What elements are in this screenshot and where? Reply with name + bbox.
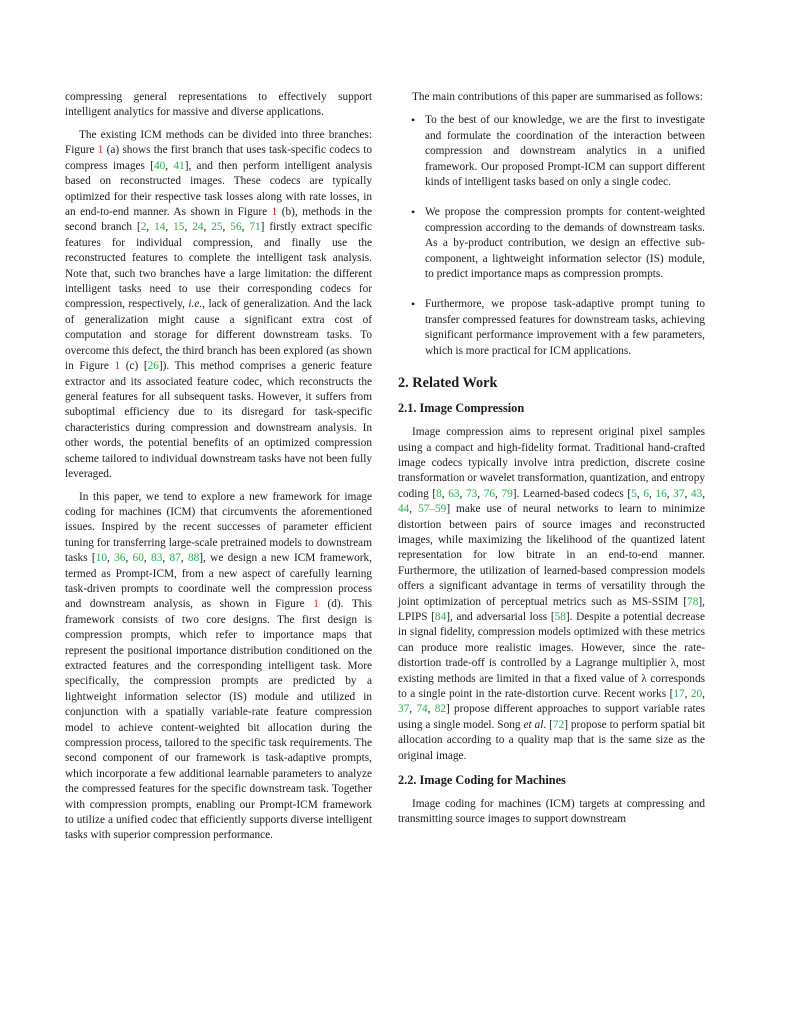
citation-link[interactable]: 88	[187, 552, 200, 565]
citation-link[interactable]: 5	[631, 487, 637, 500]
list-item: • To the best of our knowledge, we are the first to investigate and formulate the coordination of the interaction between compression and downstream analytics in a unified framework. Our proposed Prompt-ICM can support different kinds of intelligent tasks based on only a single codec.	[425, 113, 705, 190]
citation-link[interactable]: 15	[173, 221, 185, 234]
citation-link[interactable]: 84	[434, 610, 447, 623]
left-column	[65, 90, 372, 851]
list-item: • Furthermore, we propose task-adaptive prompt tuning to transfer compressed features for downstream tasks, achieving significant performance improvement with a few parameters, which is more practical for ICM applications.	[425, 297, 705, 359]
paragraph-intro-continuation: compressing general representations to effectively support intelligent analytics for massive and diverse applications.	[65, 91, 372, 119]
citation-link[interactable]: 14	[154, 221, 166, 234]
citation-link[interactable]: 41	[173, 159, 185, 172]
figure-link[interactable]: 1	[114, 360, 121, 373]
citation-link[interactable]: 78	[687, 595, 699, 608]
citation-link[interactable]: 56	[230, 221, 242, 234]
citation-link[interactable]: 74	[416, 703, 428, 716]
figure-link[interactable]: 1	[97, 144, 104, 157]
citation-link[interactable]: 10	[95, 552, 107, 565]
subsection-heading-image-compression: 2.1. Image Compression	[398, 401, 525, 416]
citation-link[interactable]: 73	[465, 487, 478, 500]
citation-link[interactable]: 43	[690, 487, 703, 500]
citation-link[interactable]: 63	[448, 487, 460, 500]
section-heading-related-work: 2. Related Work	[398, 375, 498, 392]
paragraph-proposed-framework: In this paper, we tend to explore a new framework for image coding for machines (ICM) that circumvents the aforementioned issues. Inspired by the recent successes of parameter efficient tuning for transferring large-scale pretrained models to downstream tasks [10, 36, 60, 83, 87, 88], we design a new ICM framework, termed as Prompt-ICM, from a new aspect of carefully learning task-driven prompts to coordinate well the compression process and downstream analysis, as shown in Figure 1 (d). This framework consists of two core designs. The first design is compression prompts, which refer to importance maps that represent the positional importance distribution conditioned on the extracted features and the corresponding intelligent task. More specifically, the compression prompts are predicted by a lightweight information selector (IS) module and utilized in conjunction with a spatially variable-rate feature compression model to achieve content-weighted bit allocation during the compression process, tailored to the specific task requirements. The second component of our framework is task-adaptive prompts, which incorporate a few additional learnable parameters to analyze the compressed features for the specific downstream task. Together with compression prompts, enabling our Prompt-ICM framework to utilize a unified codec that efficiently supports diverse intelligent tasks with superior compression performance.	[65, 490, 372, 842]
contributions-list	[398, 113, 705, 359]
citation-link[interactable]: 76	[483, 487, 496, 500]
citation-link[interactable]: 36	[114, 552, 126, 565]
figure-link[interactable]: 1	[313, 598, 319, 611]
citation-link[interactable]: 44	[398, 503, 410, 516]
citation-link[interactable]: 87	[169, 552, 181, 565]
list-item: • We propose the compression prompts for content-weighted compression according to the demands of downstream tasks. As a by-product contribution, we design an effective sub-component, a lightweight information selector (IS) module, to predict importance maps as compression prompts.	[425, 205, 705, 282]
subsection-heading-icm: 2.2. Image Coding for Machines	[398, 773, 566, 788]
citation-link[interactable]: 16	[655, 487, 667, 500]
citation-link[interactable]: 2	[140, 221, 147, 234]
citation-link[interactable]: 40	[153, 159, 166, 172]
paragraph-icm-branches: The existing ICM methods can be divided into three branches: Figure 1 (a) shows the first branch that uses task-specific codecs to compress images [40, 41], and then perform intelligent analysis based on reconstructed images. These codecs are typically optimized for their respective task losses along with rate losses, in an end-to-end manner. As shown in Figure 1 (b), methods in the second branch [2, 14, 15, 24, 25, 56, 71] firstly extract specific features for individual compression, and finally use the reconstructed features to complete the intelligent task analysis. Note that, such two branches have a large limitation: the different intelligent tasks need to use their corresponding codecs for compression, respectively, i.e., lack of generalization. And the lack of generalization might cause a significant extra cost of computation and storage for different downstream tasks. To overcome this defect, the third branch has been explored (as shown in Figure 1 (c) [26]). This method comprises a generic feature extractor and its associated feature codec, which reconstructs the general features for all subsequent tasks. However, it suffers from suboptimal efficiency due to its disregard for task-specific characteristics during compression and downstream analysis. In other words, the potential benefits of an optimized compression scheme tailored to individual downstream tasks have not been fully leveraged.	[65, 129, 373, 480]
citation-link[interactable]: 72	[552, 718, 565, 731]
figure-link[interactable]: 1	[271, 206, 278, 219]
citation-link[interactable]: 6	[643, 487, 649, 500]
citation-link[interactable]: 17	[673, 688, 685, 700]
citation-link[interactable]: 8	[436, 487, 442, 500]
citation-link[interactable]: 60	[132, 552, 144, 565]
right-column	[398, 90, 705, 835]
citation-link[interactable]: 71	[249, 221, 261, 234]
citation-link[interactable]: 57–59	[418, 503, 447, 516]
citation-link[interactable]: 79	[501, 487, 513, 500]
citation-link[interactable]: 24	[192, 221, 204, 234]
citation-link[interactable]: 82	[434, 703, 447, 716]
citation-link[interactable]: 20	[690, 688, 703, 700]
paragraph-image-compression: Image compression aims to represent original pixel samples using a compact and high-fidelity format. Traditional hand-crafted image codecs typically involve intra prediction, discrete cosine transformation or wavelet transformation, quantization, and entropy coding [8, 63, 73, 76, 79]. Learned-based codecs [5, 6, 16, 37, 43, 44, 57–59] make use of neural networks to learn to minimize distortion between pairs of source images and reconstructed images, while maximizing the likelihood of the quantized latent representation for low bitrate in an end-to-end manner. Furthermore, the utilization of learned-based compression models offers a significant advantage in terms of versatility through the joint optimization of perceptual metrics such as MS-SSIM [78], LPIPS [84], and adversarial loss [58]. Despite a potential decrease in signal fidelity, compression models optimized with these metrics can produce more realistic images. However, since the rate-distortion trade-off is controlled by a Lagrange multiplier λ, most existing methods are limited in that a fixed value of λ corresponds to a single point in the rate-distortion curve. Recent works [17, 20, 37, 74, 82] propose different approaches to support variable rates using a single model. Song et al. [72] propose to perform spatial bit allocation according to a quality map that is the same size as the original image.	[398, 426, 706, 762]
citation-link[interactable]: 58	[554, 610, 566, 623]
citation-link[interactable]: 37	[673, 487, 685, 500]
paragraph-icm: Image coding for machines (ICM) targets at compressing and transmitting source images to support downstream	[398, 798, 705, 826]
citation-link[interactable]: 83	[151, 552, 163, 565]
citation-link[interactable]: 25	[211, 221, 223, 234]
paragraph-contributions-intro: The main contributions of this paper are summarised as follows:	[412, 91, 703, 103]
citation-link[interactable]: 26	[147, 360, 159, 373]
citation-link[interactable]: 37	[398, 703, 410, 716]
